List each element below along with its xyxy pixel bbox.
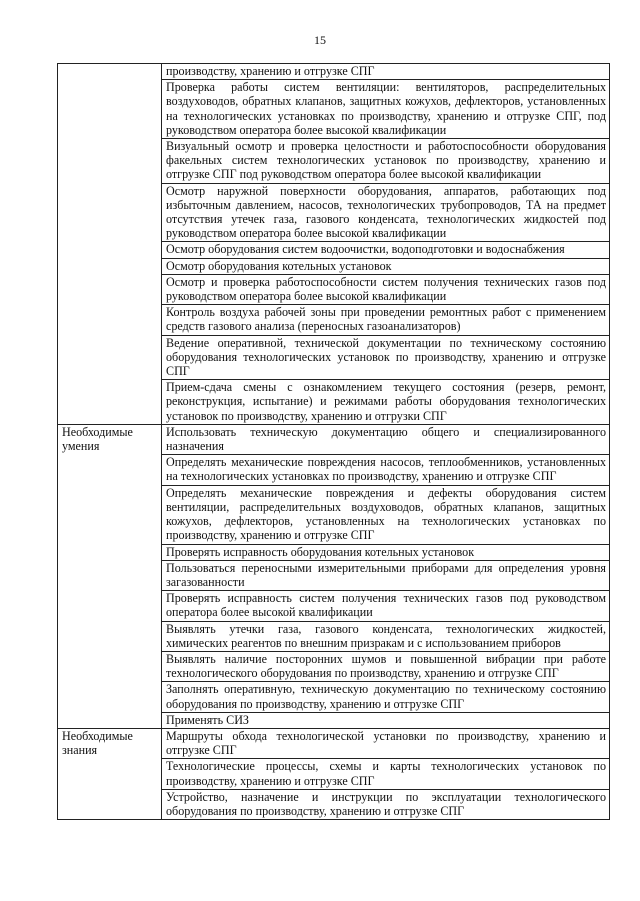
table-cell: Ведение оперативной, технической документации по техническому состоянию оборудования технологических установок по производству, хранению и отгрузке СПГ xyxy=(162,335,610,380)
table-cell: Прием-сдача смены с ознакомлением текущего состояния (резерв, ремонт, реконструкция, испытание) и режимами работы оборудования технологических установок по производству, хранению и отгрузки СПГ xyxy=(162,380,610,425)
table-cell: Заполнять оперативную, техническую документацию по техническому состоянию оборудования по производству, хранению и отгрузке СПГ xyxy=(162,682,610,712)
table-cell: Выявлять утечки газа, газового конденсата, технологических жидкостей, химических реагентов по внешним призракам и с использованием приборов xyxy=(162,621,610,651)
table-cell: Контроль воздуха рабочей зоны при проведении ремонтных работ с применением средств газового анализа (переносных газоанализаторов) xyxy=(162,305,610,335)
table-cell: Применять СИЗ xyxy=(162,712,610,728)
section-label: Необходимые умения xyxy=(58,424,162,728)
table-cell: Осмотр оборудования систем водоочистки, водоподготовки и водоснабжения xyxy=(162,242,610,258)
table-row xyxy=(58,728,610,758)
table-cell: Использовать техническую документацию общего и специализированного назначения xyxy=(162,424,610,454)
competency-table xyxy=(57,63,610,820)
section-label xyxy=(58,64,162,425)
table-cell: Определять механические повреждения и дефекты оборудования систем вентиляции, распределительных воздуховодов, обратных клапанов, защитных кожухов, дефлекторов, установленных на технологических установках по производству, хранению и отгрузке СПГ xyxy=(162,485,610,544)
table-cell: Определять механические повреждения насосов, теплообменников, установленных на технологических установках по производству, хранению и отгрузке СПГ xyxy=(162,455,610,485)
table-cell: Осмотр и проверка работоспособности систем получения технических газов под руководством оператора более высокой квалификации xyxy=(162,274,610,304)
table-cell: Устройство, назначение и инструкции по эксплуатации технологического оборудования по производству, хранению и отгрузке СПГ xyxy=(162,789,610,819)
table-cell: Осмотр наружной поверхности оборудования, аппаратов, работающих под избыточным давлением, насосов, технологических трубопроводов, ТА на предмет отсутствия утечек газа, газового конденсата, технологических жидкостей под руководством оператора более высокой квалификации xyxy=(162,183,610,242)
table-cell: Пользоваться переносными измерительными приборами для определения уровня загазованности xyxy=(162,560,610,590)
table-cell: Проверять исправность систем получения технических газов под руководством оператора более высокой квалификации xyxy=(162,591,610,621)
table-cell: производству, хранению и отгрузке СПГ xyxy=(162,64,610,80)
table-row xyxy=(58,424,610,454)
table-row xyxy=(58,64,610,80)
table-cell: Технологические процессы, схемы и карты технологических установок по производству, хранению и отгрузке СПГ xyxy=(162,759,610,789)
page-number: 15 xyxy=(314,33,326,47)
table-cell: Визуальный осмотр и проверка целостности и работоспособности оборудования факельных систем технологических установок по производству, хранению и отгрузке СПГ под руководством оператора более высокой квалификации xyxy=(162,139,610,184)
table-cell: Проверять исправность оборудования котельных установок xyxy=(162,544,610,560)
section-label: Необходимые знания xyxy=(58,728,162,819)
table-cell: Проверка работы систем вентиляции: вентиляторов, распределительных воздуховодов, обратных клапанов, защитных кожухов, дефлекторов, установленных на технологических установках по производству, хранению и отгрузке СПГ, под руководством оператора более высокой квалификации xyxy=(162,80,610,139)
table-cell: Выявлять наличие посторонних шумов и повышенной вибрации при работе технологического оборудования по производству, хранению и отгрузке СПГ xyxy=(162,651,610,681)
table-cell: Маршруты обхода технологической установки по производству, хранению и отгрузке СПГ xyxy=(162,728,610,758)
table-cell: Осмотр оборудования котельных установок xyxy=(162,258,610,274)
